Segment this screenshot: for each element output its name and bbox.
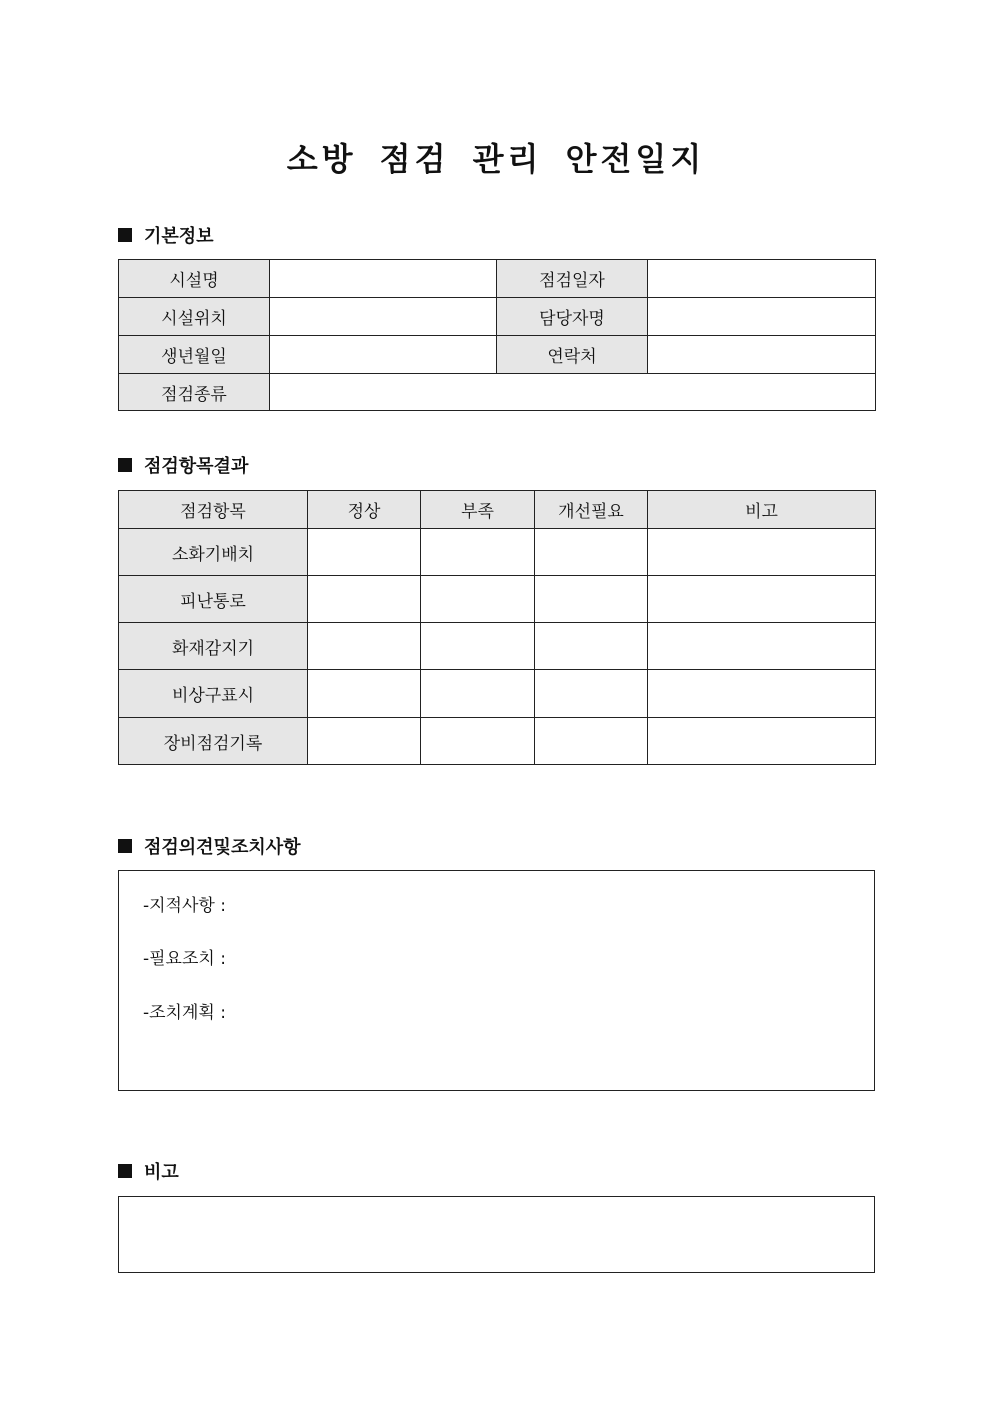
needs-improvement-cell[interactable] — [535, 576, 648, 623]
section-heading-label: 기본정보 — [144, 226, 214, 247]
lacking-cell[interactable] — [421, 576, 535, 623]
results-header-needs-improvement: 개선필요 — [535, 491, 648, 529]
table-row — [119, 529, 876, 576]
facility-location-field[interactable] — [270, 298, 497, 336]
row-item-label: 장비점검기록 — [119, 718, 308, 765]
row-item-label: 화재감지기 — [119, 623, 308, 670]
table-row — [119, 623, 876, 670]
birth-date-label: 생년월일 — [119, 336, 270, 374]
results-header-item: 점검항목 — [119, 491, 308, 529]
needs-improvement-cell[interactable] — [535, 623, 648, 670]
row-item-label: 피난통로 — [119, 576, 308, 623]
square-bullet-icon — [118, 1164, 132, 1178]
birth-date-field[interactable] — [270, 336, 497, 374]
section-heading-label: 비고 — [144, 1162, 179, 1183]
basic-info-table — [118, 259, 876, 411]
remarks-cell[interactable] — [648, 576, 876, 623]
remarks-box[interactable] — [118, 1196, 875, 1273]
results-header-remarks: 비고 — [648, 491, 876, 529]
section-heading-label: 점검의견및조치사항 — [144, 837, 301, 858]
contact-label: 연락처 — [497, 336, 648, 374]
row-item-label: 소화기배치 — [119, 529, 308, 576]
remarks-cell[interactable] — [648, 623, 876, 670]
lacking-cell[interactable] — [421, 529, 535, 576]
normal-cell[interactable] — [308, 529, 421, 576]
square-bullet-icon — [118, 458, 132, 472]
section-heading-label: 점검항목결과 — [144, 456, 249, 477]
section-heading-basic-info — [118, 222, 214, 248]
inspection-date-label: 점검일자 — [497, 260, 648, 298]
inspection-type-label: 점검종류 — [119, 374, 270, 411]
lacking-cell[interactable] — [421, 623, 535, 670]
remarks-cell[interactable] — [648, 670, 876, 718]
table-row — [119, 576, 876, 623]
results-header-lacking: 부족 — [421, 491, 535, 529]
remarks-cell[interactable] — [648, 718, 876, 765]
facility-name-label: 시설명 — [119, 260, 270, 298]
normal-cell[interactable] — [308, 718, 421, 765]
needs-improvement-cell[interactable] — [535, 718, 648, 765]
square-bullet-icon — [118, 228, 132, 242]
section-heading-opinion — [118, 833, 301, 859]
results-header-normal: 정상 — [308, 491, 421, 529]
opinion-line-action-plan: -조치계획 : — [143, 1003, 226, 1023]
remarks-cell[interactable] — [648, 529, 876, 576]
lacking-cell[interactable] — [421, 670, 535, 718]
contact-field[interactable] — [648, 336, 876, 374]
opinion-box[interactable] — [118, 870, 875, 1091]
square-bullet-icon — [118, 839, 132, 853]
lacking-cell[interactable] — [421, 718, 535, 765]
needs-improvement-cell[interactable] — [535, 529, 648, 576]
row-item-label: 비상구표시 — [119, 670, 308, 718]
opinion-line-required-action: -필요조치 : — [143, 949, 226, 969]
inspection-date-field[interactable] — [648, 260, 876, 298]
section-heading-remarks — [118, 1158, 179, 1184]
table-row — [119, 718, 876, 765]
needs-improvement-cell[interactable] — [535, 670, 648, 718]
opinion-line-findings: -지적사항 : — [143, 896, 226, 916]
facility-location-label: 시설위치 — [119, 298, 270, 336]
normal-cell[interactable] — [308, 623, 421, 670]
normal-cell[interactable] — [308, 576, 421, 623]
results-table — [118, 490, 876, 765]
manager-name-label: 담당자명 — [497, 298, 648, 336]
inspection-type-field[interactable] — [270, 374, 876, 411]
normal-cell[interactable] — [308, 670, 421, 718]
table-row — [119, 670, 876, 718]
page-title: 소방 점검 관리 안전일지 — [286, 140, 706, 178]
manager-name-field[interactable] — [648, 298, 876, 336]
section-heading-results — [118, 452, 248, 478]
facility-name-field[interactable] — [270, 260, 497, 298]
